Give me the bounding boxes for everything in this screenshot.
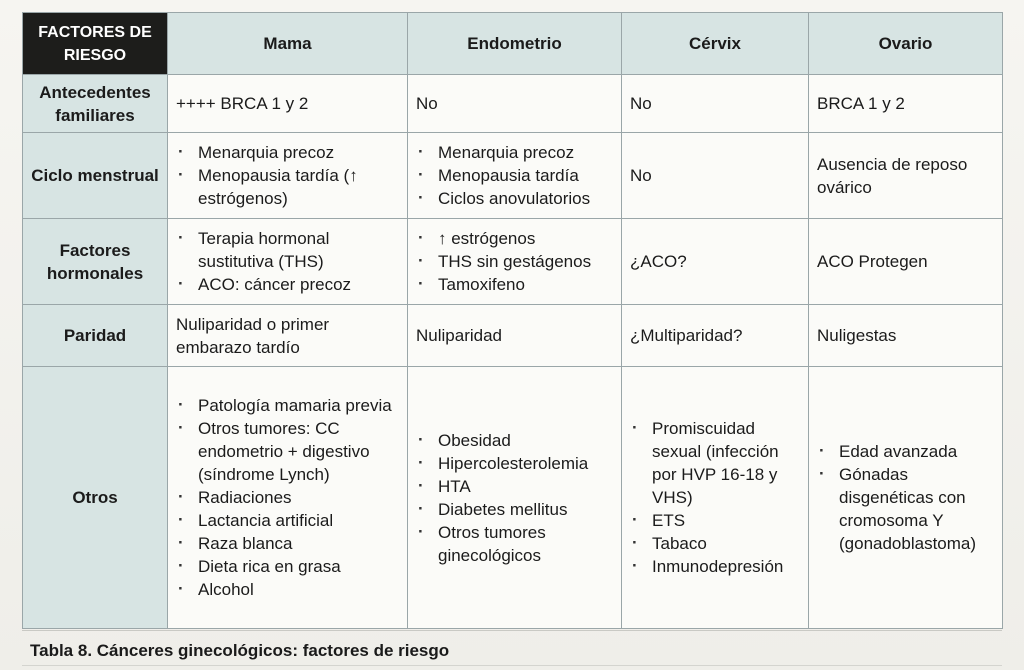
list-item: · Menarquia precoz (176, 141, 399, 164)
table-cell: Ausencia de reposo ovárico (809, 133, 1003, 219)
list-item: · ACO: cáncer precoz (176, 273, 399, 296)
table-cell: Nuliparidad (408, 305, 622, 367)
table-cell (408, 367, 622, 629)
table-cell: Nuligestas (809, 305, 1003, 367)
list-item: · Otros tumores ginecológicos (416, 521, 613, 567)
column-header-mama: Mama (168, 13, 408, 75)
table-cell: ¿Multiparidad? (622, 305, 809, 367)
table-row (23, 367, 1003, 629)
list-item: · Ciclos anovulatorios (416, 187, 613, 210)
table-cell (809, 367, 1003, 629)
bullet-list (416, 429, 613, 567)
risk-factors-table (22, 12, 1003, 629)
table-row (23, 133, 1003, 219)
table-row (23, 75, 1003, 133)
list-item: · Alcohol (176, 578, 399, 601)
row-header-antecedentes: Antecedentes familiares (23, 75, 168, 133)
row-header-otros: Otros (23, 367, 168, 629)
row-header-paridad: Paridad (23, 305, 168, 367)
table-cell (168, 133, 408, 219)
table-cell: Nuliparidad o primer embarazo tardío (168, 305, 408, 367)
list-item: · HTA (416, 475, 613, 498)
bottom-divider (22, 665, 1002, 666)
list-item: · Tabaco (630, 532, 800, 555)
list-item: · Radiaciones (176, 486, 399, 509)
list-item: · Raza blanca (176, 532, 399, 555)
list-item: · Gónadas disgenéticas con cromosoma Y (gonadoblastoma) (817, 463, 994, 555)
list-item: · Menopausia tardía (↑ estrógenos) (176, 164, 399, 210)
table-cell: No (622, 75, 809, 133)
bullet-list (176, 227, 399, 296)
list-item: · Patología mamaria previa (176, 394, 399, 417)
table-cell (408, 219, 622, 305)
table-cell: No (622, 133, 809, 219)
table-cell: BRCA 1 y 2 (809, 75, 1003, 133)
caption-divider (22, 630, 1002, 631)
bullet-list (817, 440, 994, 555)
bullet-list (630, 417, 800, 578)
bullet-list (176, 394, 399, 601)
list-item: · Obesidad (416, 429, 613, 452)
list-item: · Edad avanzada (817, 440, 994, 463)
list-item: · Hipercolesterolemia (416, 452, 613, 475)
list-item: · Inmunodepresión (630, 555, 800, 578)
column-header-endometrio: Endometrio (408, 13, 622, 75)
bullet-list (176, 141, 399, 210)
bullet-list (416, 227, 613, 296)
table-cell (408, 133, 622, 219)
table-row (23, 305, 1003, 367)
table-cell: ACO Protegen (809, 219, 1003, 305)
list-item: · Otros tumores: CC endometrio + digestivo (síndrome Lynch) (176, 417, 399, 486)
list-item: · THS sin gestágenos (416, 250, 613, 273)
row-header-ciclo-menstrual: Ciclo menstrual (23, 133, 168, 219)
column-header-ovario: Ovario (809, 13, 1003, 75)
list-item: · Lactancia artificial (176, 509, 399, 532)
table-caption: Tabla 8. Cánceres ginecológicos: factores de riesgo (30, 641, 450, 660)
table-cell: ++++ BRCA 1 y 2 (168, 75, 408, 133)
list-item: · Menopausia tardía (416, 164, 613, 187)
bullet-list (416, 141, 613, 210)
header-row (23, 13, 1003, 75)
table-cell (168, 367, 408, 629)
row-header-factores-hormonales: Factores hormonales (23, 219, 168, 305)
table-cell (622, 367, 809, 629)
list-item: · ETS (630, 509, 800, 532)
list-item: · Menarquia precoz (416, 141, 613, 164)
list-item: · Promiscuidad sexual (infección por HVP 16-18 y VHS) (630, 417, 800, 509)
list-item: · Terapia hormonal sustitutiva (THS) (176, 227, 399, 273)
list-item: · ↑ estrógenos (416, 227, 613, 250)
table-cell: ¿ACO? (622, 219, 809, 305)
list-item: · Dieta rica en grasa (176, 555, 399, 578)
corner-header: FACTORES DE RIESGO (23, 13, 168, 75)
table-cell: No (408, 75, 622, 133)
table-row (23, 219, 1003, 305)
column-header-cervix: Cérvix (622, 13, 809, 75)
list-item: · Diabetes mellitus (416, 498, 613, 521)
table-cell (168, 219, 408, 305)
list-item: · Tamoxifeno (416, 273, 613, 296)
